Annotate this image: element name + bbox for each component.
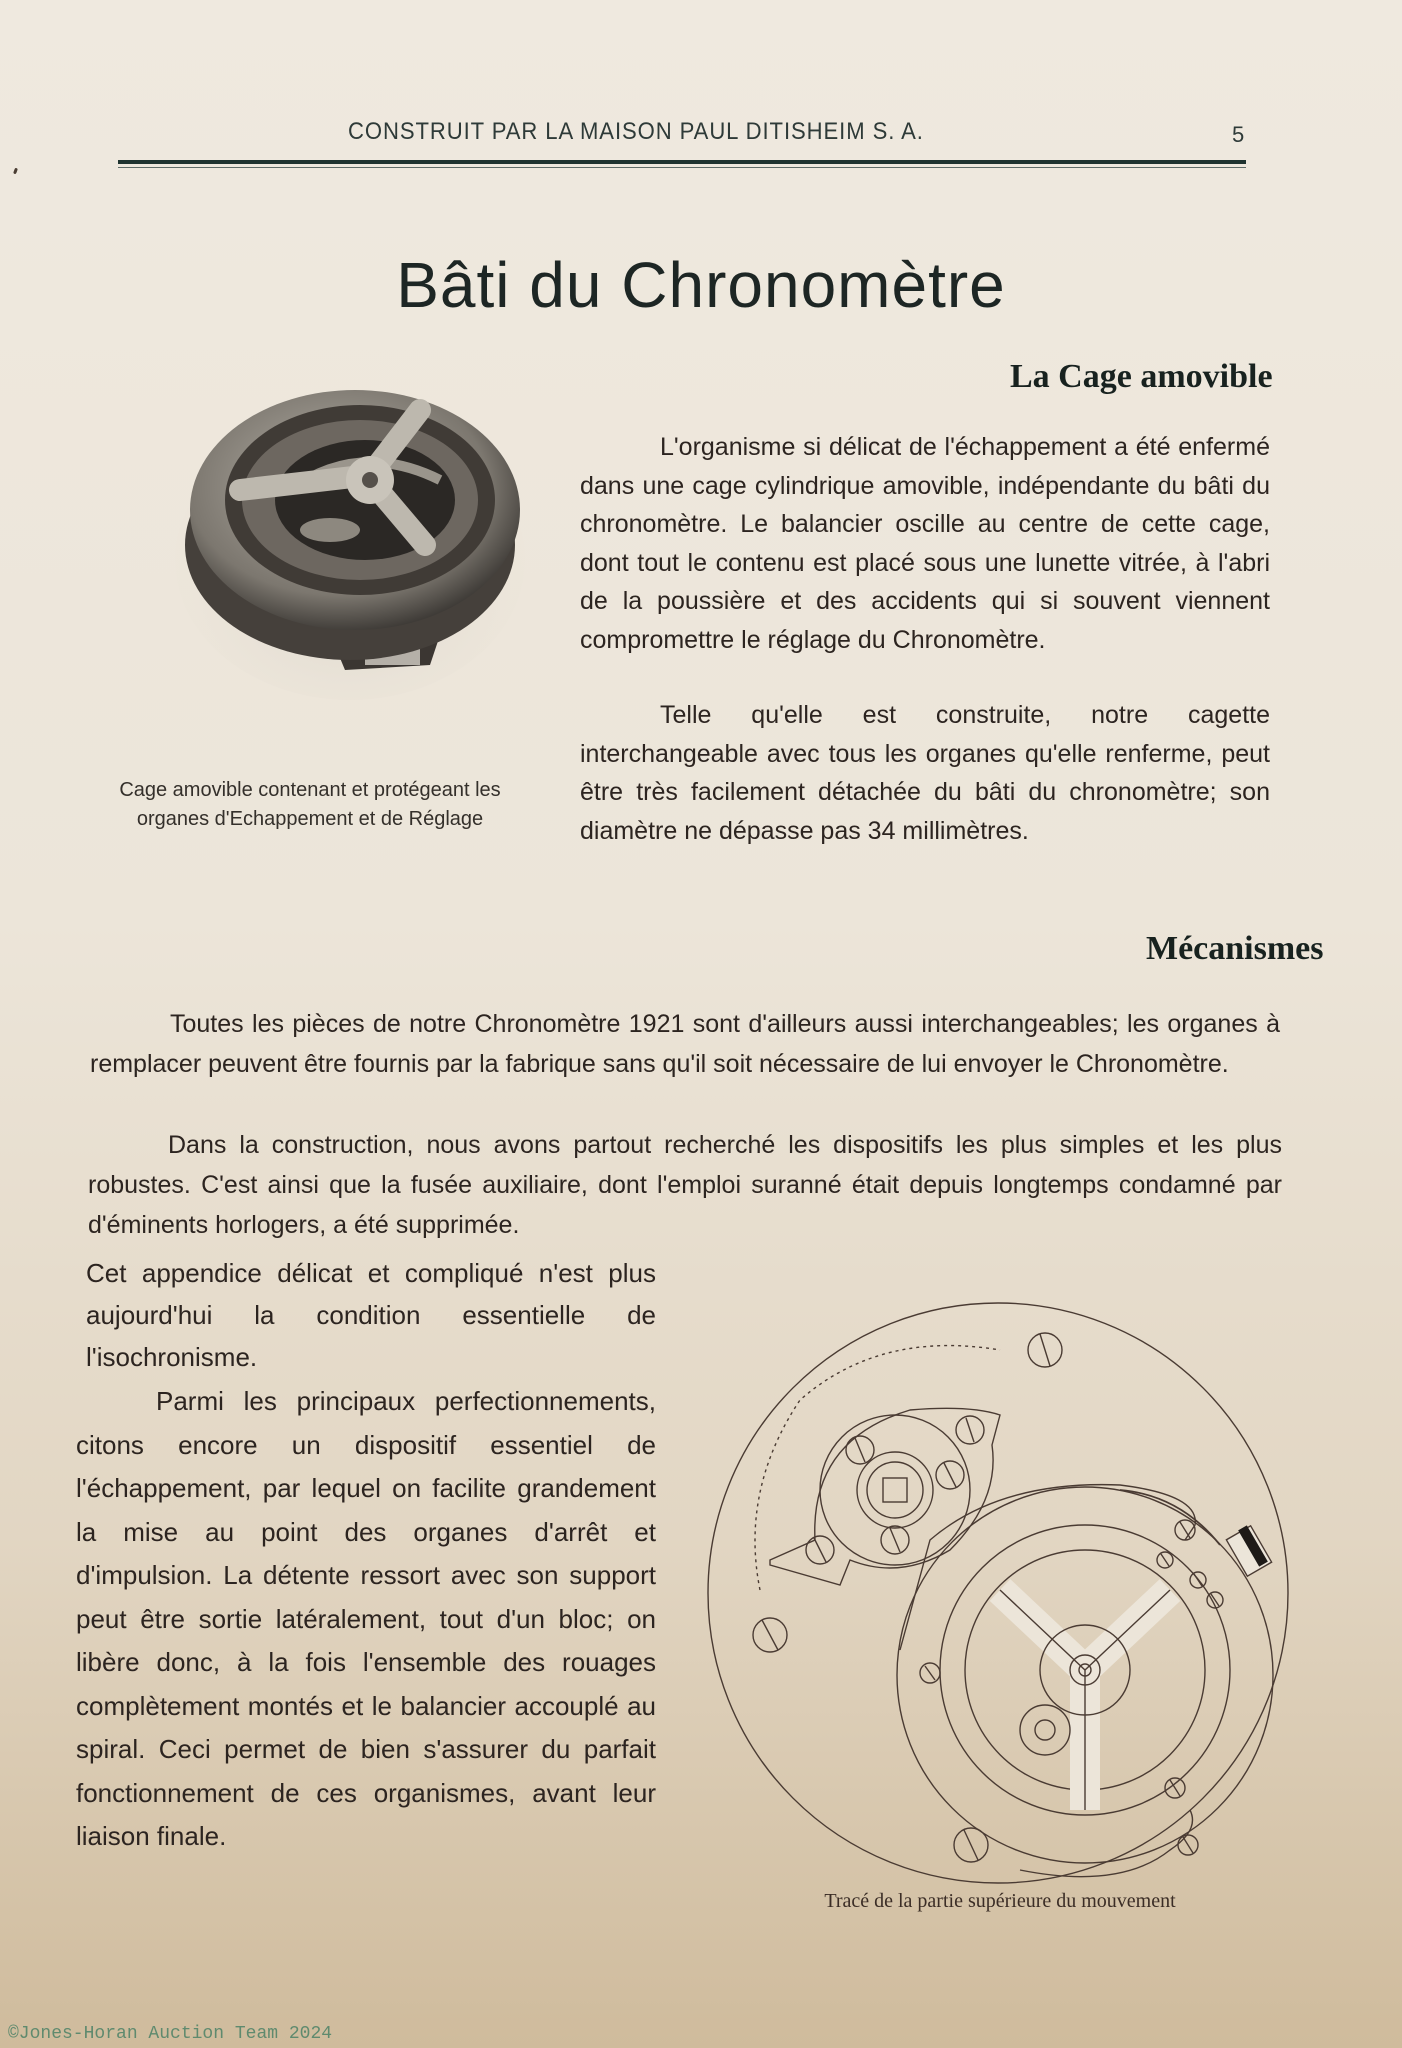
paragraph-text: Parmi les principaux perfectionnements, citons encore un dispositif essentiel de l'échappement, par lequel on facilite grandement la mise au point des organes d'arrêt et d'impulsion. La détente ressort avec son support peut être sortie latéralement, tout d'un bloc; on libère donc, à la fois l'ensemble des rouages complètement montés et le balancier accouplé au spiral. Ceci permet de bien s'assurer du parfait fonctionnement de ces organismes, avant leur liaison finale.	[76, 1386, 656, 1851]
header-rule	[118, 160, 1246, 164]
paragraph-mecanismes-4	[76, 1380, 656, 1859]
heading-mecanismes: Mécanismes	[1146, 930, 1324, 967]
page-title: Bâti du Chronomètre	[396, 249, 1006, 321]
paragraph-cage-1	[580, 428, 1270, 659]
paragraph-text: Toutes les pièces de notre Chronomètre 1921 sont d'ailleurs aussi interchangeables; les organes à remplacer peuvent être fournis par la fabrique sans qu'il soit nécessaire de lui envoyer le Chronomètre.	[90, 1010, 1280, 1078]
running-header: CONSTRUIT PAR LA MAISON PAUL DITISHEIM S. A.	[348, 118, 924, 145]
paragraph-cage-2	[580, 696, 1270, 850]
paragraph-text: Cet appendice délicat et compliqué n'est plus aujourd'hui la condition essentielle de l'isochronisme.	[86, 1258, 656, 1372]
cage-photo	[170, 360, 530, 700]
paper-speck	[13, 168, 18, 175]
photo-caption: Cage amovible contenant et protégeant les organes d'Echappement et de Réglage	[119, 779, 501, 830]
movement-drawing	[700, 1290, 1300, 1900]
paragraph-text: L'organisme si délicat de l'échappement a été enfermé dans une cage cylindrique amovible, indépendante du bâti du chronomètre. Le balancier oscille au centre de cette cage, dont tout le contenu est placé sous une lunette vitrée, à l'abri de la poussière et des accidents qui si souvent viennent compromettre le réglage du Chronomètre.	[580, 433, 1270, 654]
paragraph-mecanismes-3	[86, 1252, 656, 1378]
header-rule-thin	[118, 167, 1246, 168]
paragraph-text: Telle qu'elle est construite, notre cagette interchangeable avec tous les organes qu'elle renferme, peut être très facilement détachée du bâti du chronomètre; son diamètre ne dépasse pas 34 millimètres.	[580, 701, 1270, 845]
paragraph-mecanismes-1	[90, 1004, 1280, 1084]
copyright-watermark: ©Jones-Horan Auction Team 2024	[8, 2024, 333, 2044]
heading-la-cage-amovible: La Cage amovible	[1010, 358, 1273, 395]
movement-drawing-image	[700, 1290, 1300, 1900]
drawing-caption: Tracé de la partie supérieure du mouvement	[824, 1890, 1176, 1912]
page-number: 5	[1232, 122, 1245, 147]
paragraph-text: Dans la construction, nous avons partout recherché les dispositifs les plus simples et les plus robustes. C'est ainsi que la fusée auxiliaire, dont l'emploi suranné était depuis longtemps condamné par d'éminents horlogers, a été supprimée.	[88, 1131, 1282, 1239]
paragraph-mecanismes-2	[88, 1125, 1282, 1245]
cage-photo-image	[170, 360, 530, 700]
